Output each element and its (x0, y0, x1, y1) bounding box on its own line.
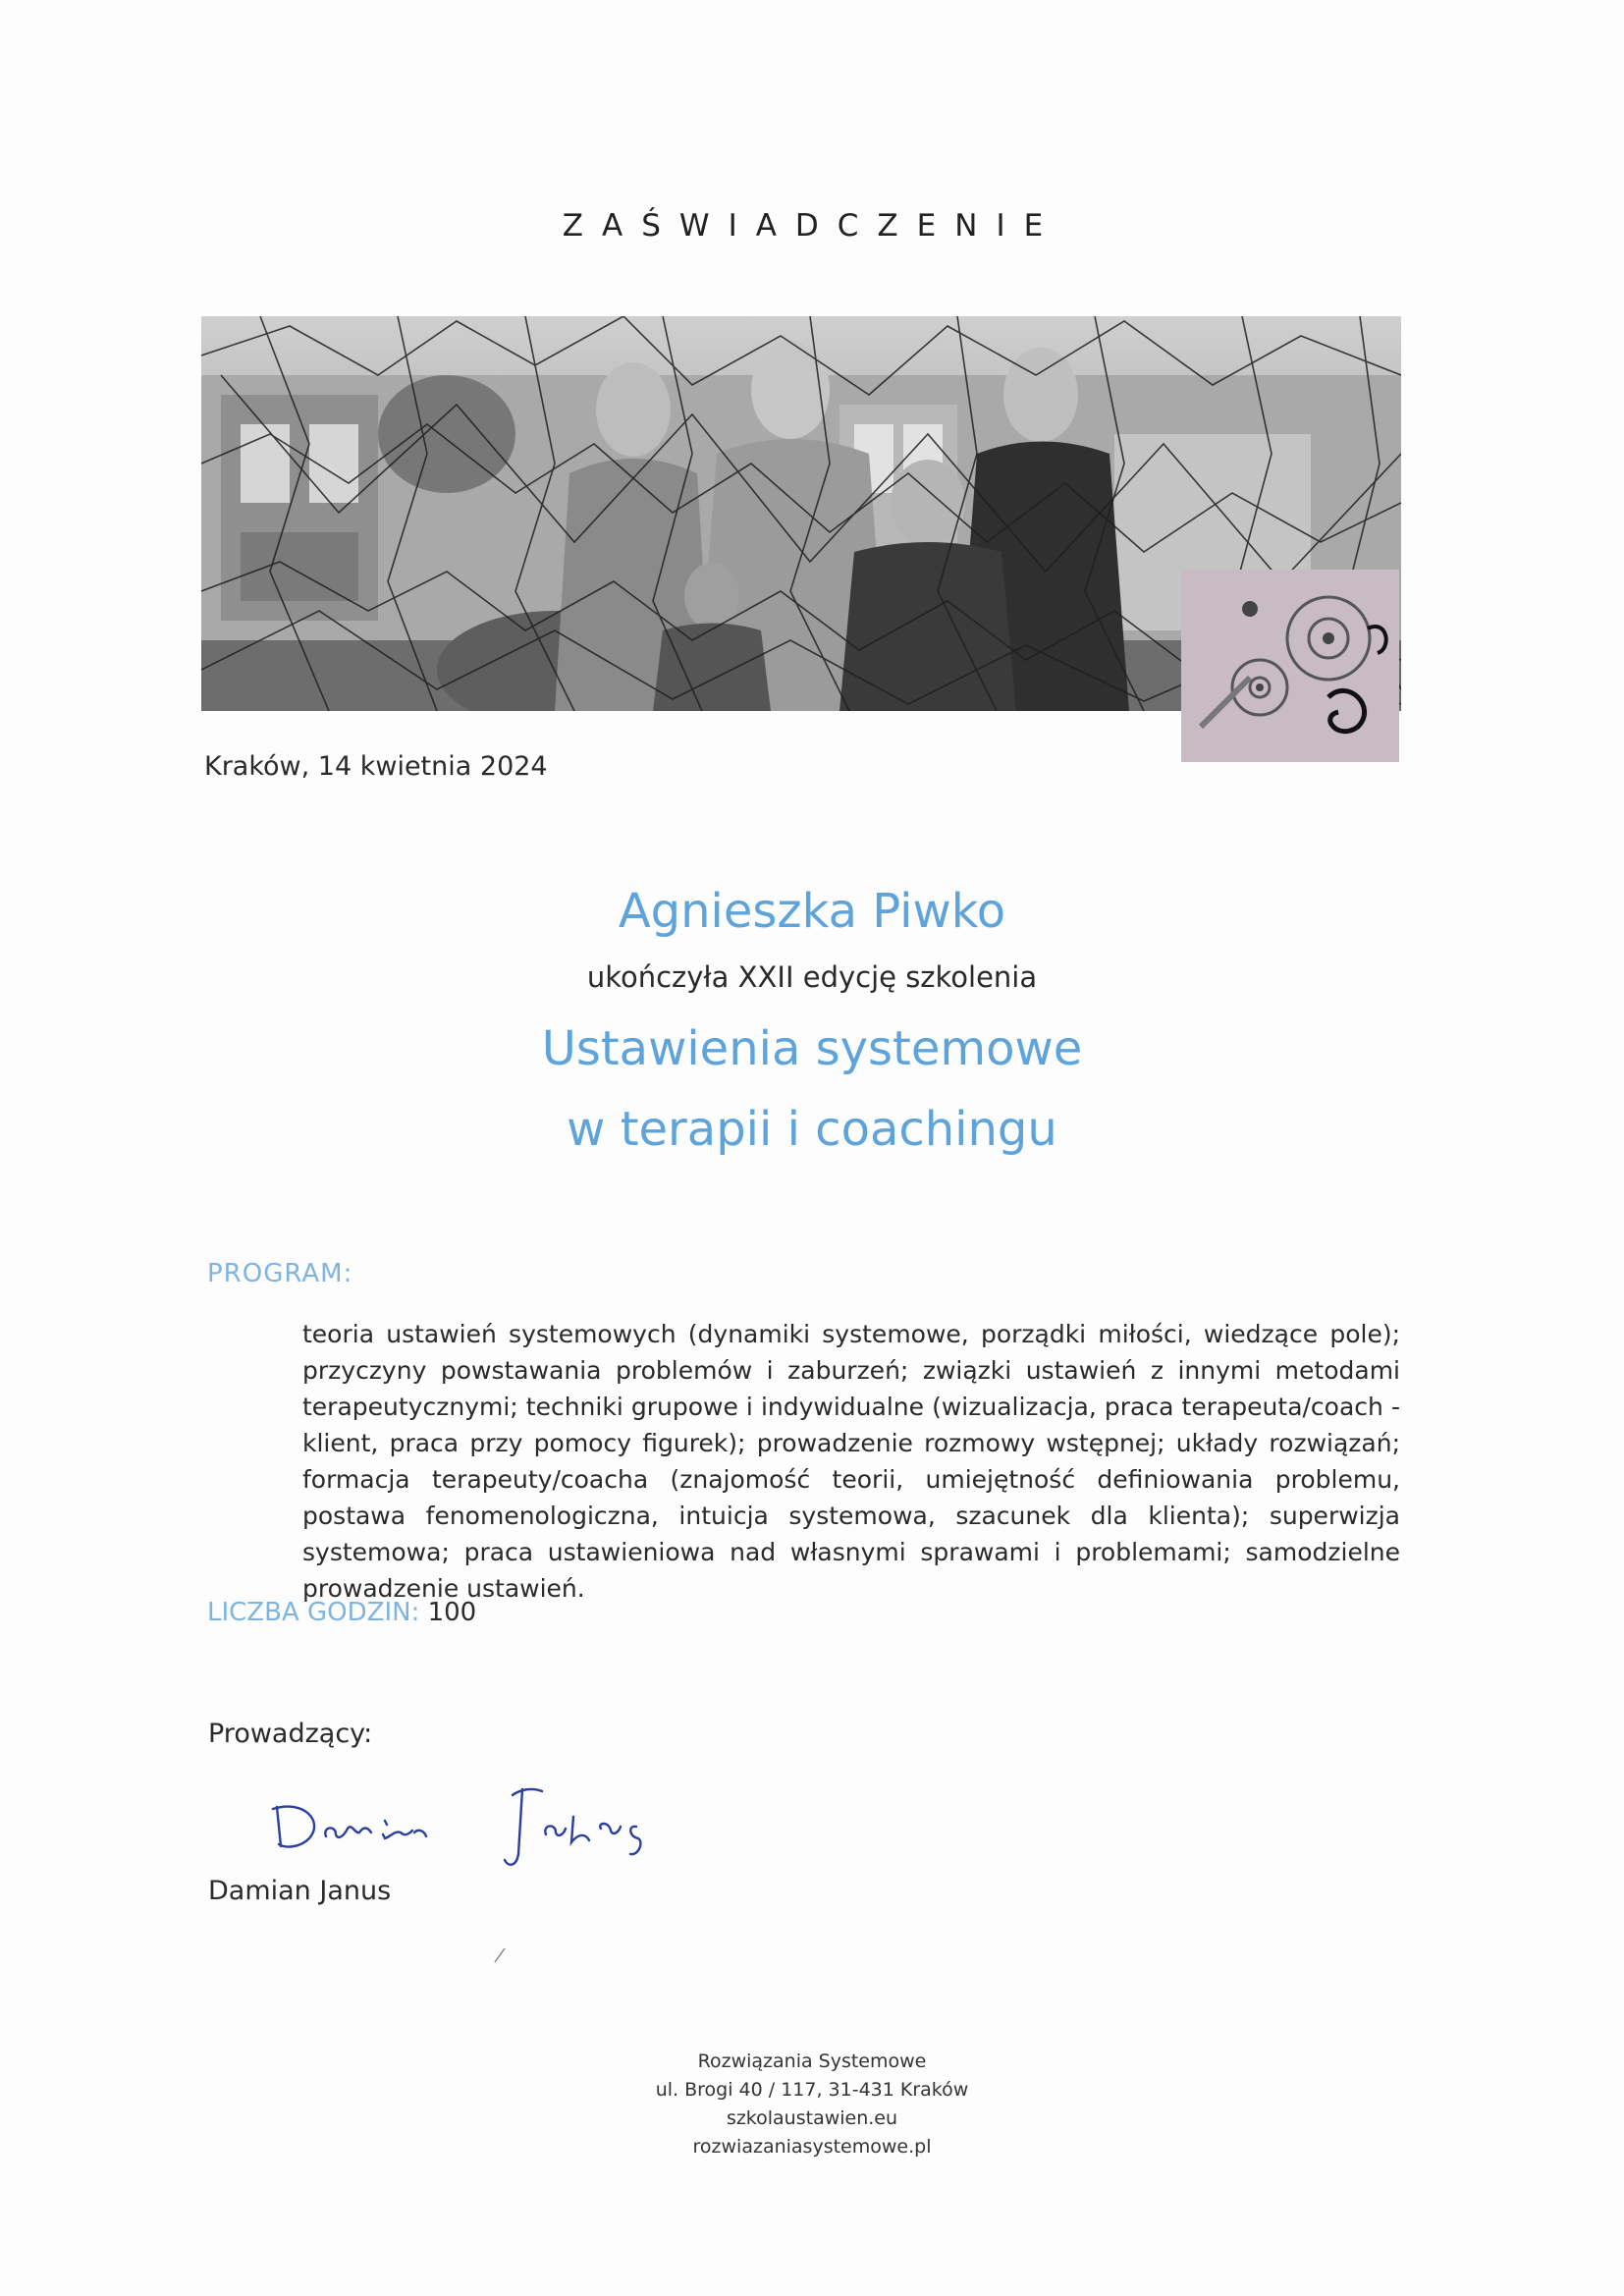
footer-site-2: rozwiazaniasystemowe.pl (692, 2136, 932, 2158)
instructor-name: Damian Janus (208, 1876, 392, 1906)
pen-mark-icon (491, 1944, 511, 1964)
program-description: teoria ustawień systemowych (dynamiki systemowe, porządki miłości, wiedzące pole); przyczyny powstawania problemów i zaburzeń; związki ustawień z innymi metodami terapeutycznymi; techniki grupowe i indywidualne (wizualizacja, praca terapeuta/coach - klient, praca przy pomocy figurek); prowadzenie rozmowy wstępnej; układy rozwiązań; formacja terapeuty/coacha (znajomość teorii, umiejętność definiowania problemu, postawa fenomenologiczna, intuicja systemowa, szacunek dla klienta); superwizja systemowa; praca ustawieniowa nad własnymi sprawami i problemami; samodzielne prowadzenie ustawień. (302, 1320, 1400, 1603)
footer-site-1: szkolaustawien.eu (726, 2107, 898, 2129)
completion-statement: ukończyła XXII edycję szkolenia (586, 960, 1038, 994)
course-title-line-1: Ustawienia systemowe (541, 1021, 1083, 1076)
issue-date: Kraków, 14 kwietnia 2024 (204, 751, 548, 782)
hours-row (207, 1598, 476, 1627)
course-title-line-2: w terapii i coachingu (567, 1102, 1057, 1157)
footer-address: ul. Brogi 40 / 117, 31-431 Kraków (655, 2079, 969, 2101)
gear-decoration-icon (1181, 570, 1399, 762)
hours-value: 100 (427, 1598, 477, 1627)
hours-label: LICZBA GODZIN: (207, 1598, 420, 1627)
footer-org-name: Rozwiązania Systemowe (697, 2050, 927, 2072)
document-title: ZAŚWIADCZENIE (562, 208, 1062, 244)
instructor-label: Prowadzący: (208, 1719, 373, 1749)
recipient-name: Agnieszka Piwko (618, 884, 1006, 939)
instructor-signature (265, 1777, 677, 1876)
footer-contact (0, 2048, 1624, 2161)
program-label: PROGRAM: (207, 1259, 353, 1288)
